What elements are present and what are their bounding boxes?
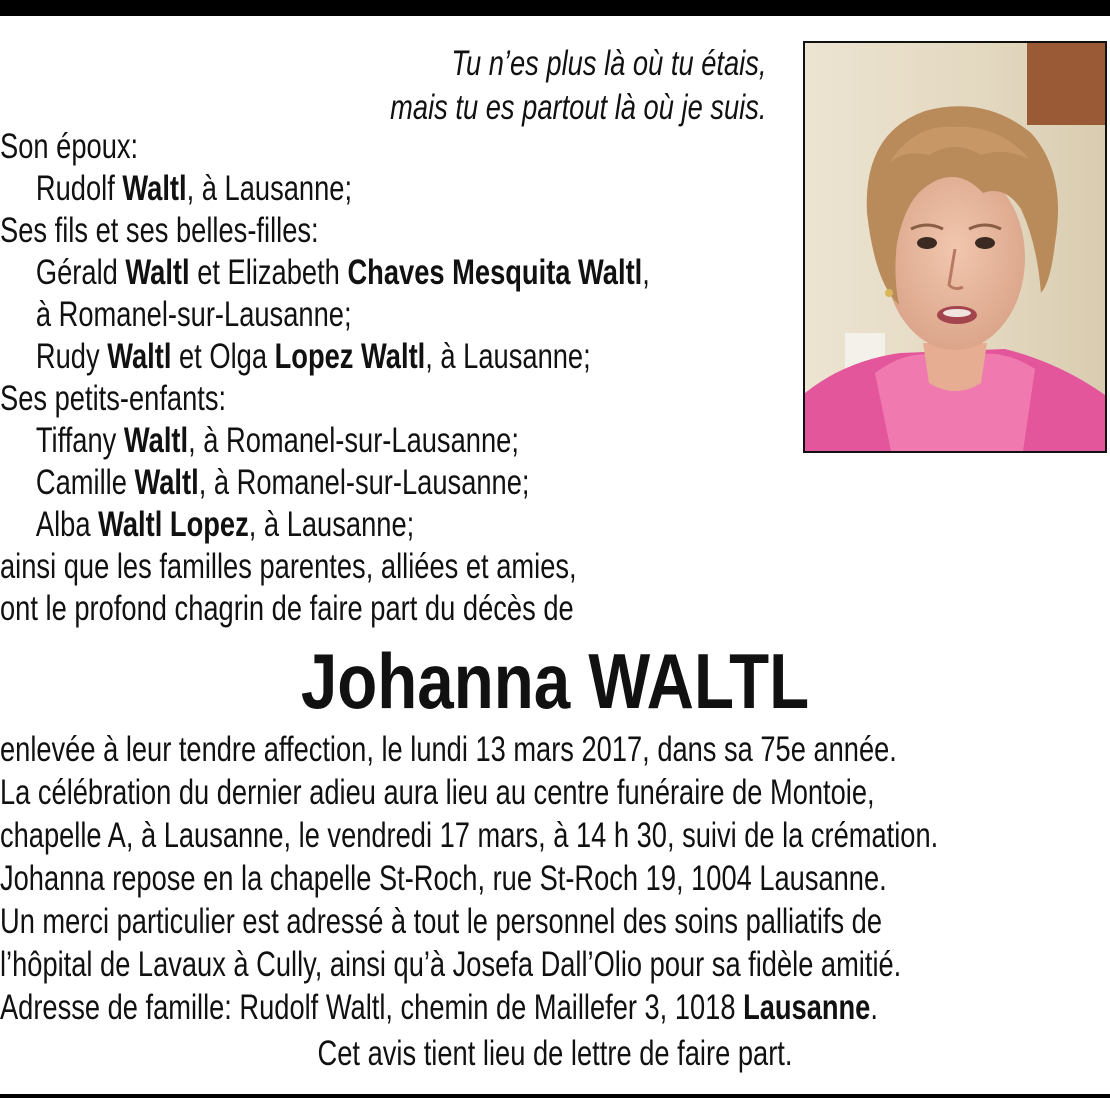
address-suffix: . xyxy=(870,988,878,1027)
spouse-last: Waltl xyxy=(122,169,187,208)
body-line-1: enlevée à leur tendre affection, le lundi 13 mars 2017, dans sa 75e année. xyxy=(0,730,897,769)
son1-rest: , xyxy=(642,253,650,292)
address-city: Lausanne xyxy=(743,988,871,1027)
grandchild2-entry xyxy=(0,462,650,504)
son1-last2: Chaves Mesquita Waltl xyxy=(347,253,643,292)
bottom-rule xyxy=(0,1094,1110,1098)
body-line-3: chapelle A, à Lausanne, le vendredi 17 mars, à 14 h 30, suivi de la crémation. xyxy=(0,816,939,855)
son2-entry xyxy=(0,336,650,378)
sons-heading: Ses fils et ses belles-filles: xyxy=(0,211,319,250)
son2-first: Rudy xyxy=(35,337,108,376)
announce-line: ont le profond chagrin de faire part du décès de xyxy=(0,589,574,628)
spouse-first: Rudolf xyxy=(35,169,123,208)
grandchild1-first: Tiffany xyxy=(35,421,124,460)
spouse-rest: , à Lausanne; xyxy=(186,169,353,208)
body-line-7 xyxy=(0,986,938,1029)
grandchild3-rest: , à Lausanne; xyxy=(248,505,415,544)
grandchild3-last: Waltl Lopez xyxy=(98,505,249,544)
grandchild3-entry xyxy=(0,504,650,546)
son2-mid: et Olga xyxy=(171,337,275,376)
grandchild2-first: Camille xyxy=(35,463,135,502)
grandchild1-rest: , à Romanel-sur-Lausanne; xyxy=(188,421,519,460)
grandchild3-first: Alba xyxy=(35,505,99,544)
top-rule xyxy=(0,0,1110,16)
son1-mid: et Elizabeth xyxy=(189,253,348,292)
portrait-illustration xyxy=(805,43,1105,451)
deceased-name: Johanna WALTL xyxy=(300,637,810,725)
closing-note: Cet avis tient lieu de lettre de faire part. xyxy=(317,1034,793,1073)
spouse-heading: Son époux: xyxy=(0,127,139,166)
spouse-entry xyxy=(0,168,650,210)
body-line-2: La célébration du dernier adieu aura lieu au centre funéraire de Montoie, xyxy=(0,773,875,812)
son1-last: Waltl xyxy=(125,253,190,292)
body-line-6: l’hôpital de Lavaux à Cully, ainsi qu’à Josefa Dall’Olio pour sa fidèle amitié. xyxy=(0,945,902,984)
address-prefix: Adresse de famille: Rudolf Waltl, chemin de Maillefer 3, 1018 xyxy=(0,988,744,1027)
families-line: ainsi que les familles parentes, alliées et amies, xyxy=(0,547,577,586)
quote-line-2: mais tu es partout là où je suis. xyxy=(389,88,766,127)
epigraph-quote xyxy=(390,42,766,130)
son2-rest: , à Lausanne; xyxy=(425,337,591,376)
son2-last2: Lopez Waltl xyxy=(274,337,426,376)
son1-first: Gérald xyxy=(35,253,126,292)
body-line-4: Johanna repose en la chapelle St-Roch, rue St-Roch 19, 1004 Lausanne. xyxy=(0,859,887,898)
quote-line-1: Tu n’es plus là où tu étais, xyxy=(450,44,766,83)
portrait-photo xyxy=(803,41,1107,453)
grandchild2-rest: , à Romanel-sur-Lausanne; xyxy=(198,463,530,502)
son2-last: Waltl xyxy=(107,337,172,376)
son1-place: à Romanel-sur-Lausanne; xyxy=(35,295,352,334)
son1-entry xyxy=(0,252,650,294)
grandchild1-last: Waltl xyxy=(123,421,189,460)
family-list xyxy=(0,126,650,630)
grandchildren-heading: Ses petits-enfants: xyxy=(0,379,227,418)
body-line-5: Un merci particulier est adressé à tout le personnel des soins palliatifs de xyxy=(0,902,883,941)
grandchild1-entry xyxy=(0,420,650,462)
grandchild2-last: Waltl xyxy=(134,463,199,502)
announcement-body xyxy=(0,728,938,1029)
